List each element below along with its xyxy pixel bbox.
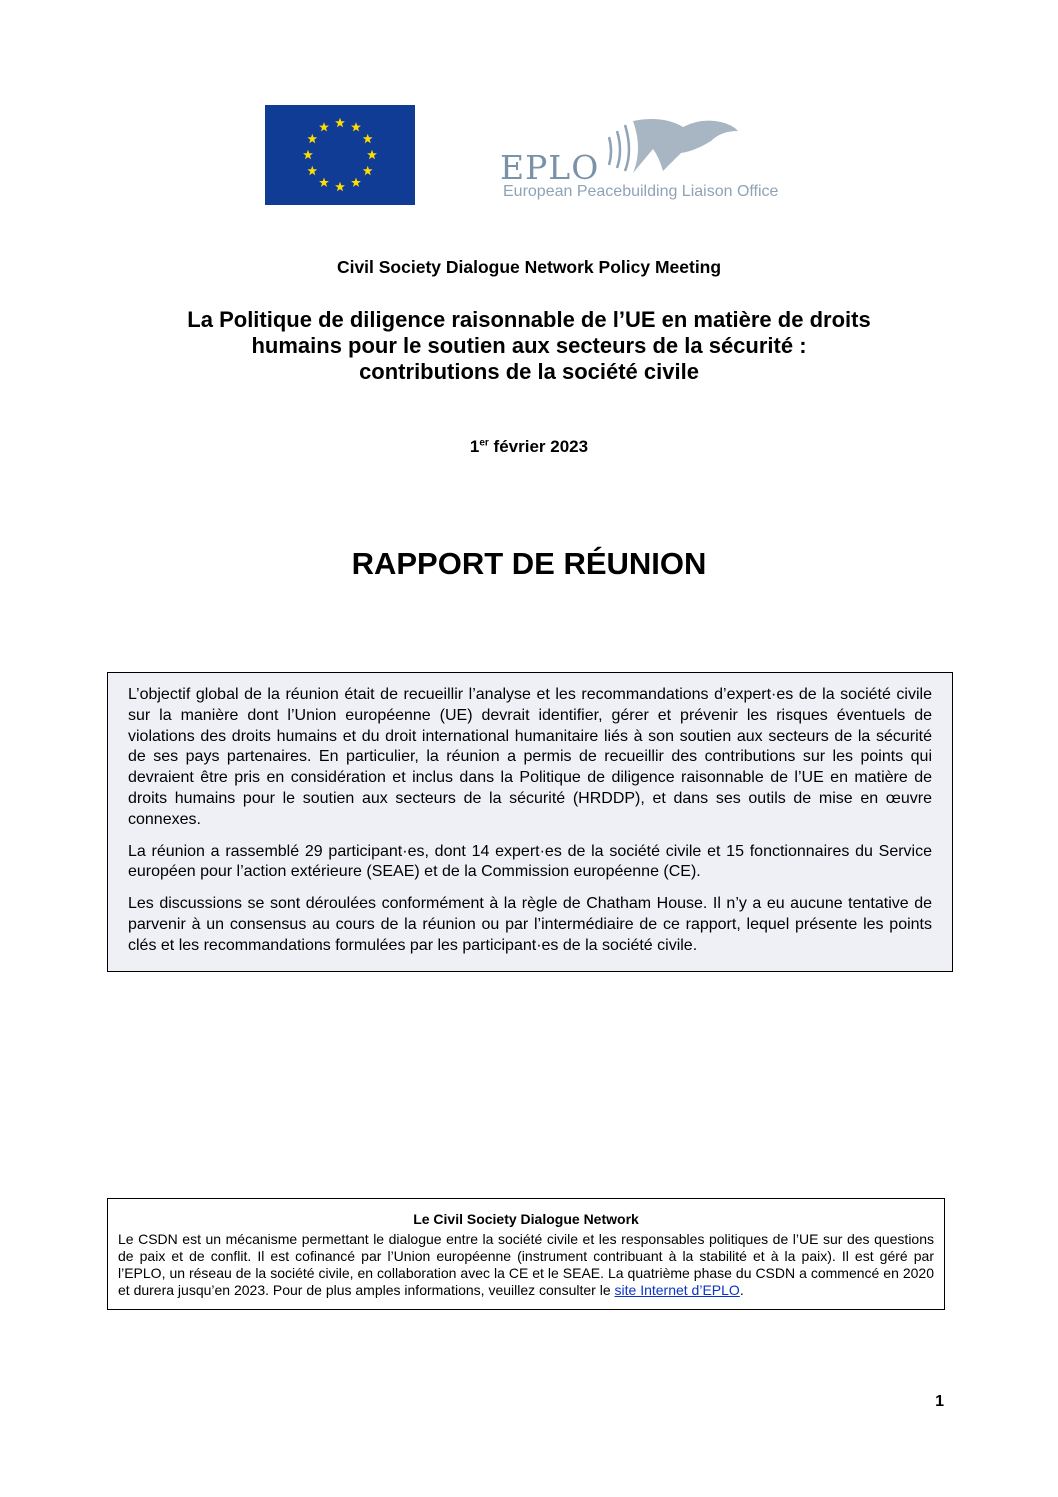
eu-star-icon <box>319 178 329 187</box>
main-title-line: contributions de la société civile <box>359 359 699 384</box>
csdn-box-title: Le Civil Society Dialogue Network <box>413 1211 639 1227</box>
main-title-line: La Politique de diligence raisonnable de l’UE en matière de droits <box>187 307 871 332</box>
date-day: 1 <box>469 437 480 456</box>
report-heading: RAPPORT DE RÉUNION <box>351 546 707 581</box>
eu-star-icon <box>363 134 373 143</box>
eu-star-icon <box>335 118 345 127</box>
summary-paragraph: L’objectif global de la réunion était de recueillir l’analyse et les recommandations d’expert·es de la société civile sur la manière dont l’Union européenne (UE) devrait identifier, gérer et prévenir les risques éventuels de violations des droits humains et du droit international humanitaire liés à son soutien aux secteurs de la sécurité de ses pays partenaires. En particulier, la réunion a permis de recueillir des contributions sur les points qui devraient être pris en considération et inclus dans la Politique de diligence raisonnable de l’UE en matière de droits humains pour le soutien aux secteurs de la sécurité (HRDDP), et dans ses outils de mise en œuvre connexes. <box>128 686 932 828</box>
eu-star-icon <box>335 182 345 191</box>
eplo-tagline: European Peacebuilding Liaison Office <box>503 183 779 200</box>
csdn-body-text: Le CSDN est un mécanisme permettant le dialogue entre la société civile et les responsables politiques de l’UE sur des questions de paix et de conflit. Il est cofinancé par l’Union européenne (instrument contribuant à la stabilité et à la paix). Il est géré par l’EPLO, un réseau de la société civile, en collaboration avec la CE et le SEAE. La quatrième phase du CSDN a commencé en 2020 et durera jusqu’en 2023. Pour de plus amples informations, veuillez consulter le <box>118 1231 934 1298</box>
page-number: 1 <box>935 1393 944 1410</box>
eu-star-icon <box>367 150 377 159</box>
csdn-body-end: . <box>739 1282 744 1298</box>
eu-stars <box>265 105 415 205</box>
summary-paragraph: La réunion a rassemblé 29 participant·es, dont 14 expert·es de la société civile et 15 fonctionnaires du Service européen pour l’action extérieure (SEAE) et de la Commission européenne (CE). <box>128 842 932 881</box>
eu-star-icon <box>303 150 313 159</box>
eplo-wordmark: EPLO <box>500 148 600 187</box>
eplo-bird-icon <box>603 113 803 183</box>
eplo-logo <box>500 113 800 208</box>
eu-star-icon <box>319 122 329 131</box>
eu-star-icon <box>363 166 373 175</box>
main-title <box>100 307 958 385</box>
csdn-box-body <box>118 1231 934 1299</box>
summary-paragraph: Les discussions se sont déroulées conformément à la règle de Chatham House. Il n’y a eu aucune tentative de parvenir à un consensus au cours de la réunion ou par l’intermédiaire de ce rapport, lequel présente les points clés et les recommandations formulées par les participant·es de la société civile. <box>128 895 932 954</box>
series-title: Civil Society Dialogue Network Policy Meeting <box>336 257 722 277</box>
main-title-line: humains pour le soutien aux secteurs de la sécurité : <box>251 333 807 358</box>
eu-flag-icon <box>265 105 415 205</box>
eplo-website-link[interactable]: site Internet d’EPLO <box>614 1282 740 1298</box>
date-rest: février 2023 <box>488 437 589 456</box>
eu-star-icon <box>307 134 317 143</box>
csdn-info-box <box>107 1198 945 1310</box>
date-day-suffix: er <box>479 437 489 449</box>
eu-star-icon <box>351 122 361 131</box>
meeting-date <box>0 437 1058 457</box>
eu-star-icon <box>351 178 361 187</box>
summary-box <box>107 672 953 972</box>
eu-star-icon <box>307 166 317 175</box>
